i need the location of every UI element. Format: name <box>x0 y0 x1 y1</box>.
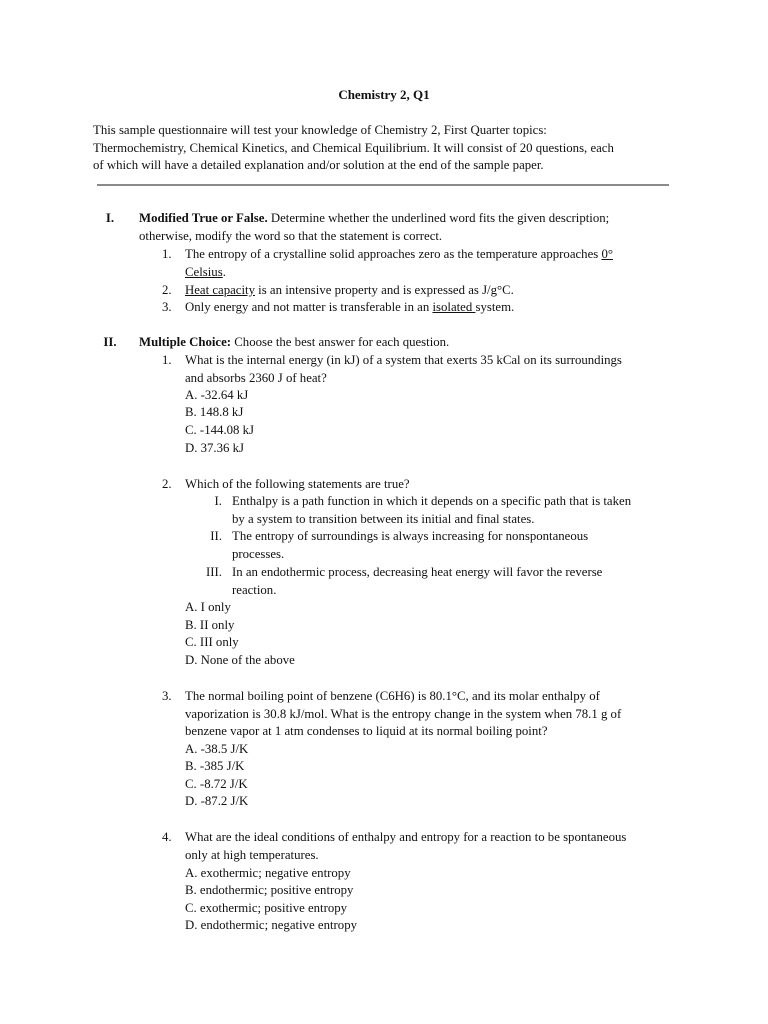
intro-line: of which will have a detailed explanation and/or solution at the end of the sample paper. <box>93 158 544 173</box>
section-number: I. <box>105 211 115 225</box>
item-number: 2. <box>162 283 172 297</box>
answer-choice: B. II only <box>185 618 235 632</box>
statement-line: reaction. <box>232 582 277 597</box>
answer-choice: C. -8.72 J/K <box>185 777 248 791</box>
answer-choice: B. endothermic; positive entropy <box>185 883 354 897</box>
answer-choice: D. 37.36 kJ <box>185 441 245 455</box>
roman-numeral: III. <box>206 565 222 579</box>
roman-numeral: II. <box>210 529 222 543</box>
section-heading <box>139 334 674 352</box>
section-heading <box>139 210 674 228</box>
statement-line: The entropy of surroundings is always increasing for nonspontaneous <box>232 529 589 543</box>
item-text-segment: The entropy of a crystalline solid approaches zero as the temperature approaches <box>185 247 602 261</box>
answer-choice: C. -144.08 kJ <box>185 423 254 437</box>
answer-choice: A. -38.5 J/K <box>185 742 249 756</box>
intro-line: Thermochemistry, Chemical Kinetics, and Chemical Equilibrium. It will consist of 20 questions, each <box>93 140 614 155</box>
statement-line: by a system to transition between its initial and final states. <box>232 511 535 526</box>
question-line: What are the ideal conditions of enthalpy and entropy for a reaction to be spontaneous <box>185 830 627 844</box>
item-text <box>185 299 675 317</box>
statement-text <box>232 528 676 563</box>
section-heading-line2: otherwise, modify the word so that the statement is correct. <box>139 229 443 243</box>
horizontal-divider <box>97 184 669 186</box>
item-text-segment: Only energy and not matter is transferable in an <box>185 300 433 314</box>
underlined-word: Heat capacity <box>185 283 255 297</box>
roman-numeral: I. <box>214 494 222 508</box>
question-number: 4. <box>162 830 172 844</box>
item-number: 3. <box>162 300 172 314</box>
section-number: II. <box>103 335 117 349</box>
statement-text <box>232 564 676 599</box>
answer-choice: A. I only <box>185 600 231 614</box>
question-number: 2. <box>162 477 172 491</box>
answer-choice: C. exothermic; positive entropy <box>185 901 348 915</box>
question-line: only at high temperatures. <box>185 847 319 862</box>
item-number: 1. <box>162 247 172 261</box>
question-line: vaporization is 30.8 kJ/mol. What is the entropy change in the system when 78.1 g of <box>185 706 622 721</box>
item-text-segment: system. <box>475 300 515 314</box>
section-heading-text: Choose the best answer for each question. <box>231 335 450 349</box>
item-text <box>185 282 675 300</box>
question-line: What is the internal energy (in kJ) of a system that exerts 35 kCal on its surroundings <box>185 353 622 367</box>
section-heading-text: Determine whether the underlined word fits the given description; <box>267 211 610 225</box>
question-line: and absorbs 2360 J of heat? <box>185 370 327 385</box>
question-line: benzene vapor at 1 atm condenses to liquid at its normal boiling point? <box>185 724 548 739</box>
question-text <box>185 829 675 864</box>
item-text-segment: is an intensive property and is expressed as J/g°C. <box>254 283 514 297</box>
intro-paragraph <box>93 122 683 175</box>
question-line: The normal boiling point of benzene (C6H6) is 80.1°C, and its molar enthalpy of <box>185 689 600 703</box>
underlined-word: isolated <box>432 300 476 314</box>
question-number: 3. <box>162 689 172 703</box>
item-text-segment: . <box>222 264 226 279</box>
question-text: Which of the following statements are true? <box>185 477 410 491</box>
question-text <box>185 352 675 387</box>
section-heading-bold: Multiple Choice: <box>139 335 232 349</box>
answer-choice: D. None of the above <box>185 653 295 667</box>
answer-choice: C. III only <box>185 635 239 649</box>
underlined-word: 0° <box>601 247 613 261</box>
page-title: Chemistry 2, Q1 <box>338 87 430 102</box>
question-text <box>185 688 675 741</box>
item-text <box>185 246 675 281</box>
underlined-word: Celsius <box>185 264 223 279</box>
section-heading-bold: Modified True or False. <box>139 211 268 225</box>
question-number: 1. <box>162 353 172 367</box>
statement-line: In an endothermic process, decreasing heat energy will favor the reverse <box>232 565 603 579</box>
answer-choice: B. 148.8 kJ <box>185 405 244 419</box>
statement-line: processes. <box>232 546 285 561</box>
answer-choice: A. exothermic; negative entropy <box>185 866 351 880</box>
statement-text <box>232 493 676 528</box>
answer-choice: B. -385 J/K <box>185 759 245 773</box>
answer-choice: D. -87.2 J/K <box>185 794 249 808</box>
answer-choice: A. -32.64 kJ <box>185 388 249 402</box>
answer-choice: D. endothermic; negative entropy <box>185 918 357 932</box>
intro-line: This sample questionnaire will test your knowledge of Chemistry 2, First Quarter topics: <box>93 123 547 137</box>
statement-line: Enthalpy is a path function in which it depends on a specific path that is taken <box>232 494 632 508</box>
